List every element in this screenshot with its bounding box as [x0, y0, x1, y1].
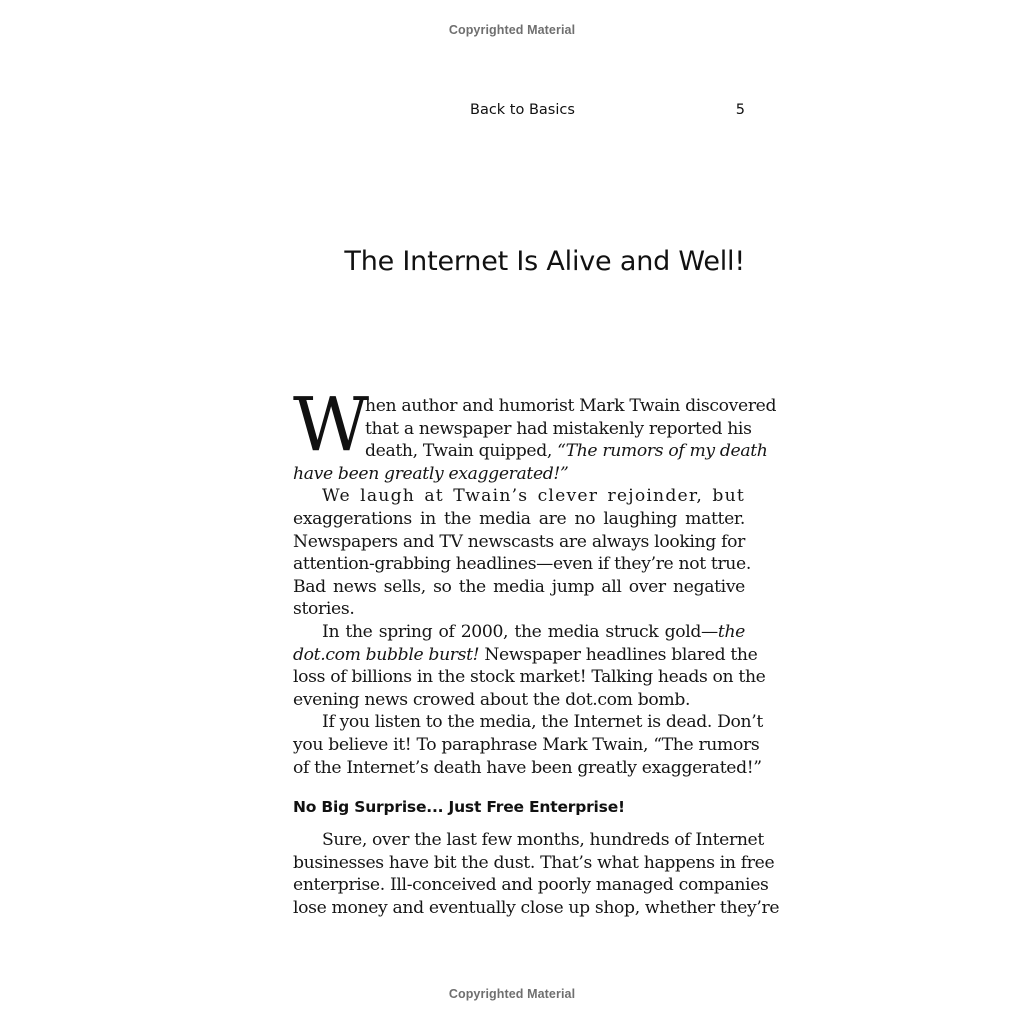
dotcom-bubble-italic: dot.com bubble burst! — [293, 644, 480, 665]
running-head-title: Back to Basics — [470, 102, 575, 118]
paragraph-3-line-3: loss of billions in the stock market! Talking heads on the — [293, 667, 766, 688]
running-head — [293, 102, 745, 122]
paragraph-4-line-3: of the Internet’s death have been greatly exaggerated!” — [293, 757, 762, 778]
chapter-title: The Internet Is Alive and Well! — [344, 246, 745, 277]
paragraph-2-line-5: Bad news sells, so the media jump all over negative — [293, 576, 745, 597]
twain-quote-italic: “The rumors of my death — [557, 441, 768, 462]
paragraph-1-line-1: hen author and humorist Mark Twain discovered — [365, 396, 777, 416]
twain-quote-italic-end: have been greatly exaggerated!” — [293, 463, 569, 484]
paragraph-1-line-2: that a newspaper had mistakenly reported his — [365, 418, 752, 439]
paragraph-1-line-3-roman: death, Twain quipped, — [365, 441, 558, 462]
paragraph-4-line-1: If you listen to the media, the Internet is dead. Don’t — [322, 712, 763, 733]
paragraph-3-line-4: evening news crowed about the dot.com bomb. — [293, 689, 691, 710]
paragraph-4-line-2: you believe it! To paraphrase Mark Twain, “The rumors — [293, 735, 760, 755]
paragraph-3-line-1 — [293, 621, 745, 644]
copyright-watermark-bottom: Copyrighted Material — [448, 987, 576, 1001]
paragraph-1-line-4 — [293, 463, 745, 486]
paragraph-3-line-1-italic: the — [717, 622, 745, 642]
paragraph-1-line-3 — [365, 440, 768, 463]
paragraph-2-line-1: We laugh at Twain’s clever rejoinder, but — [322, 486, 745, 507]
paragraph-2-line-3: Newspapers and TV newscasts are always looking for — [293, 531, 745, 552]
section-paragraph-line-3: enterprise. Ill-conceived and poorly managed companies — [293, 875, 769, 896]
paragraph-2-line-6: stories. — [293, 599, 355, 620]
section-paragraph-line-2: businesses have bit the dust. That’s what happens in free — [293, 852, 775, 873]
paragraph-2-line-2: exaggerations in the media are no laughing matter. — [293, 509, 745, 529]
section-paragraph-line-1: Sure, over the last few months, hundreds of Internet — [322, 830, 764, 850]
page-number: 5 — [735, 102, 745, 118]
paragraph-2-line-4: attention-grabbing headlines—even if they’re not true. — [293, 554, 751, 575]
copyright-watermark-top: Copyrighted Material — [448, 23, 576, 37]
section-heading: No Big Surprise... Just Free Enterprise! — [293, 798, 625, 816]
section-paragraph-line-4: lose money and eventually close up shop, whether they’re — [293, 897, 780, 918]
paragraph-3-line-2-roman: Newspaper headlines blared the — [479, 644, 758, 665]
paragraph-3-line-1-roman: In the spring of 2000, the media struck gold— — [322, 622, 718, 642]
paragraph-3-line-2 — [293, 644, 758, 667]
drop-cap: W — [293, 382, 368, 468]
